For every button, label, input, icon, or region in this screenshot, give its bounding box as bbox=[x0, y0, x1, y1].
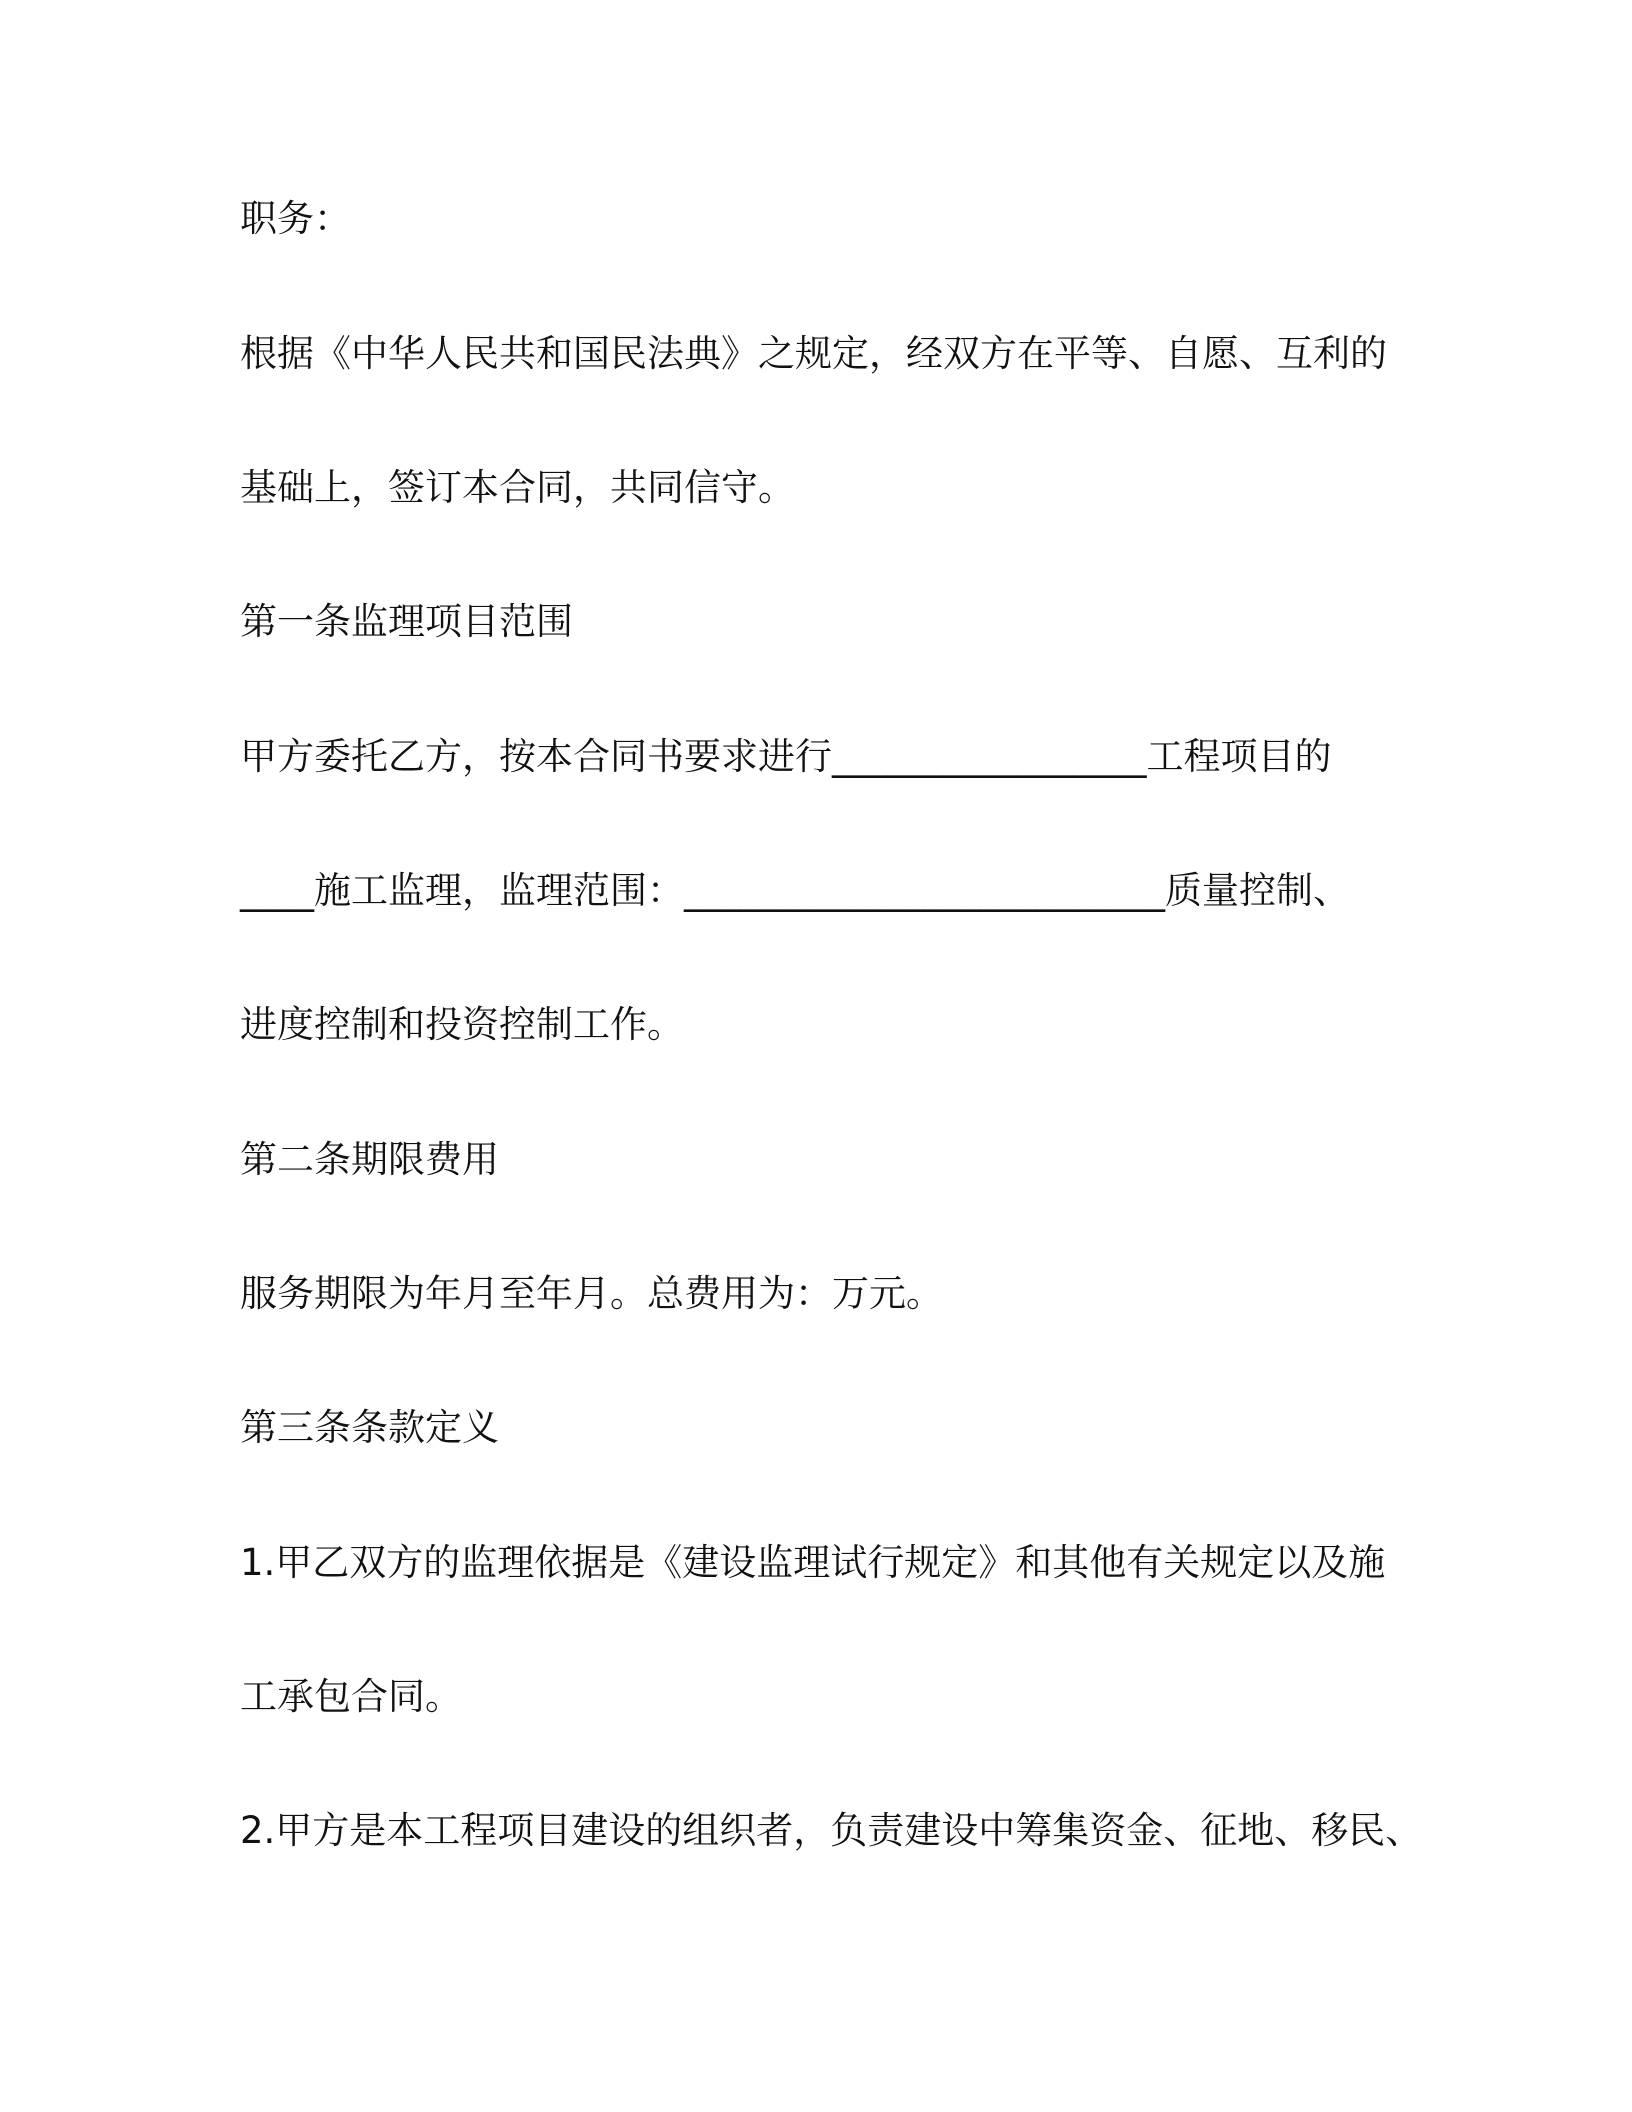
article-1-body-line-1: 甲方委托乙方，按本合同书要求进行_________________工程项目的 bbox=[240, 735, 1332, 778]
article-2-body: 服务期限为年月至年月。总费用为：万元。 bbox=[240, 1272, 943, 1315]
position-label: 职务： bbox=[240, 197, 351, 240]
article-3-item-1-line-1: 1.甲乙双方的监理依据是《建设监理试行规定》和其他有关规定以及施 bbox=[240, 1541, 1386, 1584]
article-3-heading: 第三条条款定义 bbox=[240, 1406, 499, 1449]
article-1-body-line-3: 进度控制和投资控制工作。 bbox=[240, 1003, 684, 1046]
article-1-heading: 第一条监理项目范围 bbox=[240, 600, 573, 643]
preamble-line-1: 根据《中华人民共和国民法典》之规定，经双方在平等、自愿、互利的 bbox=[240, 332, 1387, 375]
preamble-line-2: 基础上，签订本合同，共同信守。 bbox=[240, 466, 795, 509]
article-3-item-2-line-1: 2.甲方是本工程项目建设的组织者，负责建设中筹集资金、征地、移民、 bbox=[240, 1809, 1423, 1852]
article-2-heading: 第二条期限费用 bbox=[240, 1138, 499, 1181]
article-1-body-line-2: ____施工监理，监理范围：__________________________质量控制、 bbox=[240, 869, 1350, 912]
article-3-item-1-line-2: 工承包合同。 bbox=[240, 1675, 462, 1718]
